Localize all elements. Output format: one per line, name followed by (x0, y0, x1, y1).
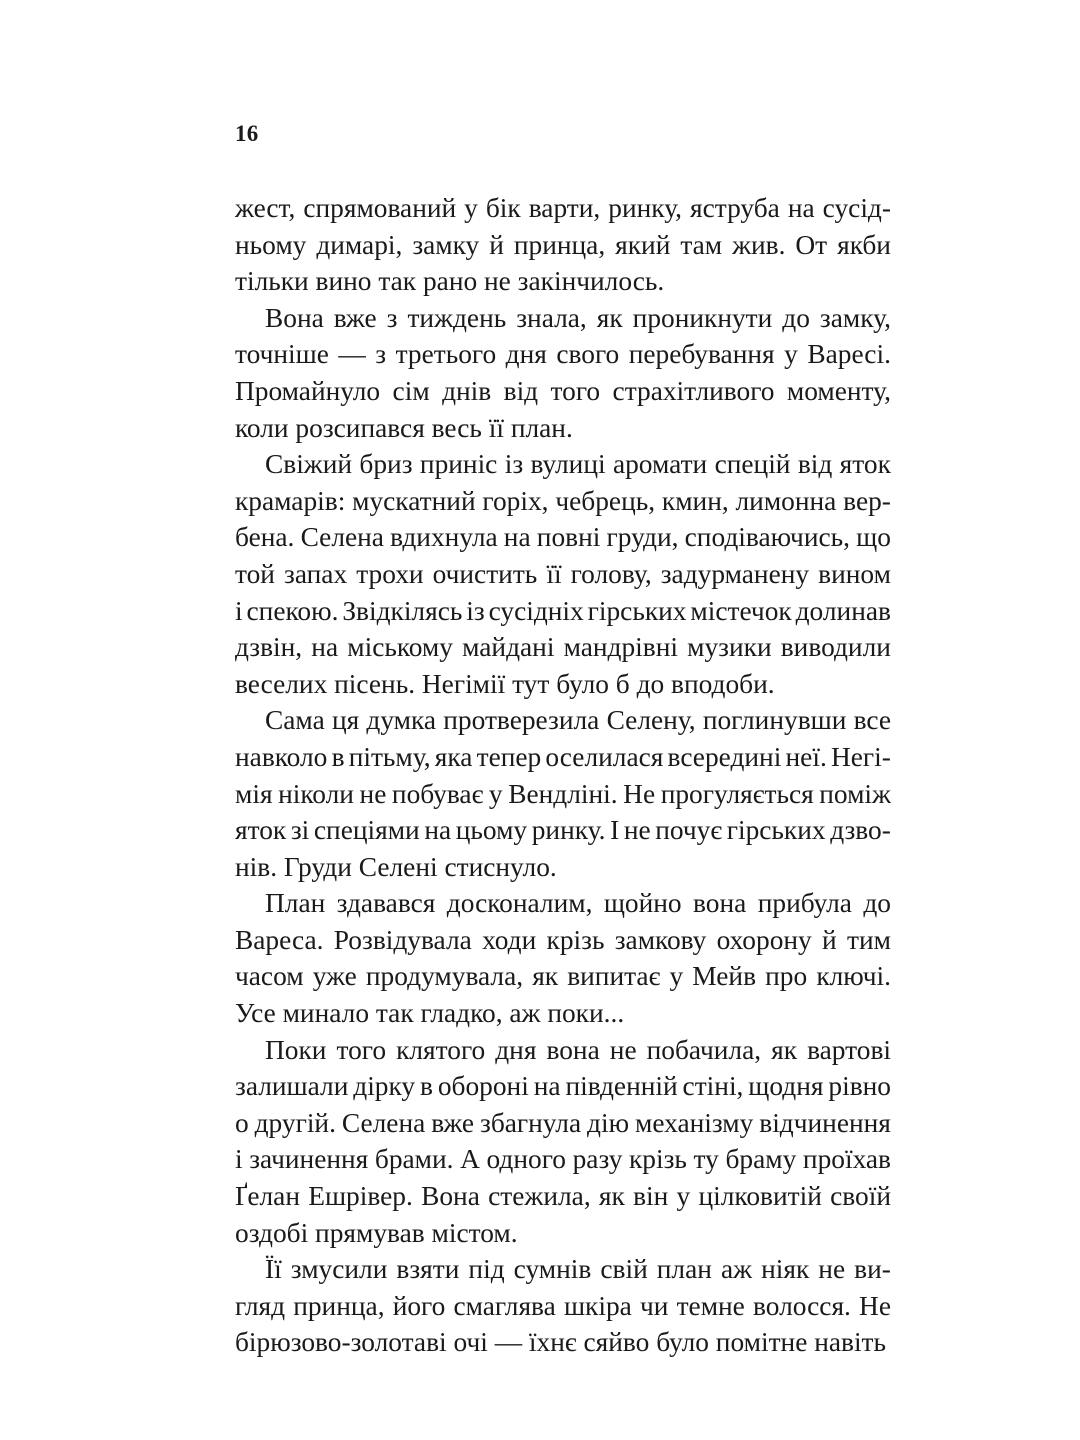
word: від (797, 449, 833, 480)
word: побуває (391, 778, 484, 809)
word: який (615, 229, 671, 260)
text-line: тільки вино так рано не закінчилось. (235, 266, 665, 297)
word: Вареса. (235, 924, 324, 955)
word: Мейв (692, 961, 757, 992)
word: шкіра (563, 1290, 632, 1321)
word: аж (720, 1254, 753, 1285)
text-line (235, 190, 891, 227)
word: замкову (614, 924, 707, 955)
word: А (460, 1144, 480, 1175)
word: бриз (359, 449, 413, 480)
word: план (656, 1254, 712, 1285)
word: димарі, (316, 229, 403, 260)
word: дзво- (830, 815, 891, 846)
text-line (235, 812, 891, 849)
word: тепер (476, 741, 542, 772)
word: навколо (235, 741, 328, 772)
word: жив. (732, 229, 786, 260)
word: у (464, 193, 478, 223)
text-line: веселих пісень. Негімії тут було б до вподоби. (235, 668, 775, 699)
text-line (235, 227, 891, 264)
word: із (466, 595, 485, 626)
text-line (235, 483, 891, 520)
word: вер- (843, 485, 891, 516)
word: замку, (819, 302, 891, 333)
word: долинав (795, 595, 891, 626)
word: жест, (235, 193, 296, 223)
word: мускатний (352, 485, 476, 516)
word: крізь (629, 1144, 687, 1175)
word: його (392, 1290, 446, 1321)
word: він (633, 1181, 669, 1212)
word: той (235, 558, 275, 589)
word: смаглява (453, 1290, 556, 1321)
word: сім (392, 375, 430, 406)
word: спеціями (313, 815, 420, 846)
word: тим (846, 924, 891, 955)
word: своїй (830, 1181, 891, 1212)
word: оселилася (545, 741, 664, 772)
word: сумнів (513, 1254, 592, 1285)
paragraph-4 (235, 702, 891, 885)
word: механізму (634, 1107, 754, 1138)
word: трохи (356, 558, 424, 589)
word: третього (395, 339, 497, 370)
word: — (338, 339, 366, 370)
word: крамарів: (235, 485, 346, 516)
word: вином (818, 558, 891, 589)
word: План (265, 888, 326, 919)
word: замку (412, 229, 480, 260)
word: південній (565, 1071, 678, 1102)
word: вулиці (530, 449, 606, 480)
word: Промайнуло (235, 375, 381, 406)
word: на (503, 522, 531, 553)
word: яструба (690, 193, 780, 223)
word: продумувала, (365, 961, 524, 992)
word: щодня (748, 1071, 824, 1102)
word: ринку, (608, 193, 683, 223)
word: бік (485, 193, 521, 223)
text-line (235, 885, 891, 922)
word: як (532, 961, 559, 992)
text-line (235, 1141, 891, 1178)
word: зі (290, 815, 310, 846)
text-line (235, 1251, 891, 1288)
word: брами. (374, 1144, 454, 1175)
word: міському (347, 632, 453, 663)
word: щойно (603, 888, 682, 919)
word: в (420, 1071, 433, 1102)
word: дня (505, 339, 547, 370)
word: принца, (293, 1290, 385, 1321)
word: проїхав (802, 1144, 891, 1175)
word: приніс (419, 449, 498, 480)
word: лимонна (735, 485, 837, 516)
word: ходи (482, 924, 537, 955)
word: проникнути (632, 302, 773, 333)
word: взяти (396, 1254, 460, 1285)
word: на (424, 815, 452, 846)
text-line (235, 1068, 891, 1105)
word: чебрець, (555, 485, 656, 516)
word: поміж (819, 778, 891, 809)
word: сподіваючись, (684, 522, 850, 553)
word: не (359, 778, 387, 809)
word: Вона (265, 302, 324, 333)
word: клятого (396, 1034, 486, 1065)
word: обороні (437, 1071, 529, 1102)
word: ключі. (816, 961, 891, 992)
word: якби (837, 229, 891, 260)
word: пітьму, (348, 741, 431, 772)
word: Вона (421, 1181, 480, 1212)
word: відчинення (759, 1107, 891, 1138)
text-line (235, 958, 891, 995)
word: неї. (785, 741, 827, 772)
word: думка (366, 705, 437, 736)
word: виводили (780, 632, 891, 663)
word: спецій (714, 449, 791, 480)
text-line (235, 300, 891, 337)
word: не (609, 1034, 637, 1065)
word: спрямований (303, 193, 457, 223)
word: ніяк (761, 1254, 810, 1285)
word: не (818, 1254, 846, 1285)
paragraph-3 (235, 446, 891, 702)
word: й (489, 229, 504, 260)
word: крізь (546, 924, 605, 955)
word: Селену, (606, 705, 696, 736)
word: з (375, 339, 387, 370)
word: і (235, 1144, 243, 1175)
word: містечок (690, 595, 792, 626)
word: музики (687, 632, 772, 663)
word: у (676, 1181, 691, 1212)
word: у (488, 778, 503, 809)
word: Ешрівер. (308, 1181, 413, 1212)
word: запах (284, 558, 348, 589)
text-line (235, 556, 891, 593)
word: повні (536, 522, 601, 553)
word: рівно (828, 1071, 891, 1102)
word: ньому (235, 229, 307, 260)
word: дзвін, (235, 632, 303, 663)
text-line (235, 593, 891, 630)
word: принца, (513, 229, 606, 260)
word: темне (676, 1290, 745, 1321)
text-line (235, 702, 891, 739)
paragraph-5 (235, 885, 891, 1031)
word: вартові (807, 1034, 891, 1065)
word: гірських (726, 815, 826, 846)
word: Не (859, 1290, 891, 1321)
word: всередині (667, 741, 782, 772)
body-text (235, 190, 891, 1361)
word: на (311, 632, 339, 663)
text-line (235, 519, 891, 556)
word: ринку. (531, 815, 606, 846)
word: із (504, 449, 524, 480)
word: її (546, 558, 562, 589)
text-line (235, 1032, 891, 1069)
text-line (235, 629, 891, 666)
word: Свіжий (265, 449, 353, 480)
word: у (669, 961, 684, 992)
word: ви- (854, 1254, 891, 1285)
word: Варесі. (807, 339, 891, 370)
word: Звідкілясь (342, 595, 463, 626)
paragraph-7-truncated (235, 1251, 891, 1361)
word: мандрівні (563, 632, 678, 663)
word: під (468, 1254, 505, 1285)
word: на (787, 193, 815, 223)
word: там (680, 229, 723, 260)
word: зачинення (249, 1144, 369, 1175)
word: Ґелан (235, 1181, 300, 1212)
word: майдані (462, 632, 555, 663)
text-line: Усе минало так гладко, аж поки... (235, 998, 625, 1029)
word: від (503, 375, 539, 406)
word: свого (556, 339, 620, 370)
word: вже (333, 302, 377, 333)
text-line: бірюзово-золотаві очі — їхнє сяйво було помітне навіть (235, 1327, 887, 1358)
word: варти, (528, 193, 601, 223)
word: волосся. (753, 1290, 851, 1321)
word: точніше (235, 339, 329, 370)
word: стіні, (682, 1071, 744, 1102)
word: аромати (612, 449, 708, 480)
word: сусід- (822, 193, 891, 223)
word: як (771, 1034, 798, 1065)
word: груди, (606, 522, 679, 553)
word: цілковитій (698, 1181, 822, 1212)
word: як (598, 1181, 625, 1212)
word: про (765, 961, 808, 992)
text-line (235, 336, 891, 373)
word: задурманену (660, 558, 810, 589)
text-line (235, 373, 891, 410)
word: днів (442, 375, 492, 406)
text-line (235, 739, 891, 776)
word: прогуляється (660, 778, 814, 809)
word: знала, (516, 302, 587, 333)
word: браму (725, 1144, 797, 1175)
word: вона (546, 1034, 600, 1065)
paragraph-2 (235, 300, 891, 446)
word: здавався (336, 888, 436, 919)
word: мія (235, 778, 273, 809)
word: свій (600, 1254, 648, 1285)
word: як (596, 302, 623, 333)
word: перебування (628, 339, 775, 370)
word: Не (623, 778, 656, 809)
word: випитає (567, 961, 661, 992)
word: яток (235, 815, 287, 846)
word: з (386, 302, 398, 333)
text-line: нів. Груди Селені стиснуло. (235, 851, 557, 882)
paragraph-6 (235, 1032, 891, 1252)
word: на (533, 1071, 561, 1102)
word: побачила, (646, 1034, 762, 1065)
word: до (863, 888, 891, 919)
word: одного (486, 1144, 566, 1175)
word: вдихнула (390, 522, 498, 553)
word: поглинувши (702, 705, 847, 736)
word: горіх, (482, 485, 549, 516)
word: спекою. (246, 595, 339, 626)
word: почує (655, 815, 723, 846)
word: протверезила (443, 705, 600, 736)
word: Селена (300, 522, 384, 553)
word: дірку (353, 1071, 416, 1102)
word: все (853, 705, 891, 736)
word: яток (839, 449, 891, 480)
word: Селена (341, 1107, 426, 1138)
text-line (235, 776, 891, 813)
word: досконалим, (446, 888, 593, 919)
word: І (610, 815, 620, 846)
word: голову, (570, 558, 652, 589)
word: тиждень (407, 302, 507, 333)
word: очистить (432, 558, 538, 589)
word: того (336, 1034, 387, 1065)
word: збагнула (480, 1107, 582, 1138)
word: охорону (716, 924, 812, 955)
word: другій. (254, 1107, 336, 1138)
word: вона (693, 888, 747, 919)
word: до (782, 302, 810, 333)
word: кмин, (661, 485, 729, 516)
text-line (235, 1288, 891, 1325)
paragraph-continuation (235, 190, 891, 300)
word: залишали (235, 1071, 349, 1102)
word: Її (265, 1254, 282, 1285)
word: прибула (757, 888, 852, 919)
word: дня (495, 1034, 537, 1065)
word: в (331, 741, 345, 772)
text-line: коли розсипався весь її план. (235, 412, 573, 443)
page-number: 16 (235, 121, 259, 146)
word: ця (331, 705, 360, 736)
word: ніколи (278, 778, 354, 809)
word: Поки (265, 1034, 327, 1065)
word: Негі- (830, 741, 891, 772)
word: стежила, (488, 1181, 591, 1212)
word: бена. (235, 522, 295, 553)
word: Розвідувала (333, 924, 472, 955)
word: і (235, 595, 243, 626)
word: о (235, 1107, 249, 1138)
word: у (784, 339, 798, 370)
text-line (235, 922, 891, 959)
word: ту (693, 1144, 719, 1175)
text-line (235, 1105, 891, 1142)
word: сусідніх (488, 595, 584, 626)
text-line (235, 1178, 891, 1215)
word: гляд (235, 1290, 286, 1321)
text-line: оздобі прямував містом. (235, 1217, 518, 1248)
word: страхітливого (612, 375, 775, 406)
word: змусили (290, 1254, 388, 1285)
word: разу (572, 1144, 623, 1175)
word: чи (639, 1290, 669, 1321)
word: того (550, 375, 601, 406)
word: дію (587, 1107, 630, 1138)
word: вже (431, 1107, 475, 1138)
word: часом (235, 961, 304, 992)
text-line (235, 446, 891, 483)
word: От (795, 229, 828, 260)
word: що (856, 522, 891, 553)
word: яка (434, 741, 473, 772)
word: й (822, 924, 837, 955)
word: не (623, 815, 651, 846)
word: моменту, (786, 375, 891, 406)
word: Сама (265, 705, 325, 736)
word: Вендліні. (508, 778, 618, 809)
word: уже (312, 961, 357, 992)
word: цьому (455, 815, 528, 846)
word: гірських (587, 595, 687, 626)
